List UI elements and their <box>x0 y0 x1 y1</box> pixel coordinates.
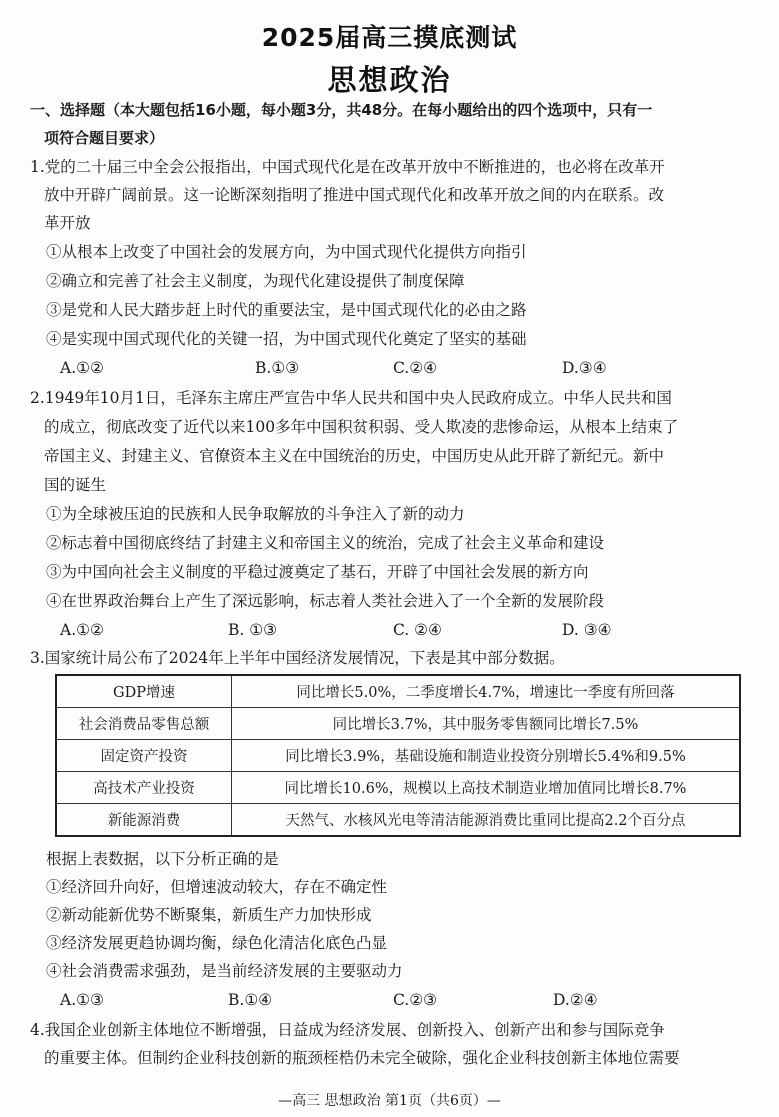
q3-item: ②新动能新优势不断聚集，新质生产力加快形成 <box>46 906 372 924</box>
q1-item: ③是党和人民大踏步赶上时代的重要法宝，是中国式现代化的必由之路 <box>46 301 527 319</box>
q3-item: ④社会消费需求强劲，是当前经济发展的主要驱动力 <box>46 962 403 980</box>
q3-option-b[interactable]: B.①④ <box>228 991 273 1009</box>
table-cell: 同比增长5.0%，二季度增长4.7%，增速比一季度有所回落 <box>232 675 741 708</box>
table-cell: 高技术产业投资 <box>56 772 232 804</box>
q2-stem-line: 2.1949年10月1日，毛泽东主席庄严宣告中华人民共和国中央人民政府成立。中华人民共和国 <box>30 389 672 407</box>
q2-stem-line: 国的诞生 <box>44 476 107 494</box>
q1-option-a[interactable]: A.①② <box>60 359 104 377</box>
table-cell: 同比增长3.7%，其中服务零售额同比增长7.5% <box>232 708 741 740</box>
q4-stem-line: 的重要主体。但制约企业科技创新的瓶颈桎梏仍未完全破除，强化企业科技创新主体地位需要 <box>44 1049 680 1067</box>
q3-option-d[interactable]: D.②④ <box>553 991 598 1009</box>
q2-item: ②标志着中国彻底终结了封建主义和帝国主义的统治，完成了社会主义革命和建设 <box>46 534 605 552</box>
economic-data-table <box>55 674 741 837</box>
table-cell: 固定资产投资 <box>56 740 232 772</box>
q3-item: ③经济发展更趋协调均衡，绿色化清洁化底色凸显 <box>46 934 388 952</box>
q3-option-a[interactable]: A.①③ <box>60 991 104 1009</box>
q1-stem-line: 放中开辟广阔前景。这一论断深刻指明了推进中国式现代化和改革开放之间的内在联系。改 <box>44 186 665 204</box>
q2-stem-line: 的成立，彻底改变了近代以来100多年中国积贫积弱、受人欺凌的悲惨命运，从根本上结束了 <box>44 418 679 436</box>
table-cell: 新能源消费 <box>56 804 232 837</box>
table-row <box>56 804 740 837</box>
table-row <box>56 772 740 804</box>
q3-lead: 根据上表数据，以下分析正确的是 <box>46 850 279 868</box>
q2-item: ①为全球被压迫的民族和人民争取解放的斗争注入了新的动力 <box>46 505 465 523</box>
q1-item: ②确立和完善了社会主义制度，为现代化建设提供了制度保障 <box>46 272 465 290</box>
q3-item: ①经济回升向好，但增速波动较大，存在不确定性 <box>46 878 388 896</box>
q1-option-c[interactable]: C.②④ <box>393 359 438 377</box>
q2-option-c[interactable]: C. ②④ <box>393 621 442 639</box>
q3-option-c[interactable]: C.②③ <box>393 991 438 1009</box>
q1-option-d[interactable]: D.③④ <box>562 359 607 377</box>
table-row <box>56 675 740 708</box>
table-cell: GDP增速 <box>56 675 232 708</box>
q3-stem-line: 3.国家统计局公布了2024年上半年中国经济发展情况，下表是其中部分数据。 <box>30 649 565 667</box>
table-row <box>56 708 740 740</box>
q1-stem-line: 革开放 <box>44 214 91 232</box>
q2-option-d[interactable]: D. ③④ <box>562 621 612 639</box>
q1-item: ①从根本上改变了中国社会的发展方向，为中国式现代化提供方向指引 <box>46 243 527 261</box>
section-heading-cont: 项符合题目要求） <box>44 129 165 147</box>
q2-item: ④在世界政治舞台上产生了深远影响，标志着人类社会进入了一个全新的发展阶段 <box>46 592 605 610</box>
subject-title: 思想政治 <box>327 63 452 97</box>
table-cell: 同比增长3.9%，基础设施和制造业投资分别增长5.4%和9.5% <box>232 740 741 772</box>
table-row <box>56 740 740 772</box>
table-cell: 社会消费品零售总额 <box>56 708 232 740</box>
exam-title: 2025届高三摸底测试 <box>261 23 518 52</box>
table-cell: 天然气、水核风光电等清洁能源消费比重同比提高2.2个百分点 <box>232 804 741 837</box>
q1-option-b[interactable]: B.①③ <box>255 359 300 377</box>
table-cell: 同比增长10.6%，规模以上高技术制造业增加值同比增长8.7% <box>232 772 741 804</box>
q2-stem-line: 帝国主义、封建主义、官僚资本主义在中国统治的历史，中国历史从此开辟了新纪元。新中 <box>44 447 665 465</box>
q1-stem-line: 1.党的二十届三中全会公报指出，中国式现代化是在改革开放中不断推进的，也必将在改革开 <box>30 158 665 176</box>
page-footer: —高三 思想政治 第1页（共6页）— <box>278 1093 501 1109</box>
q1-item: ④是实现中国式现代化的关键一招，为中国式现代化奠定了坚实的基础 <box>46 330 527 348</box>
q2-option-b[interactable]: B. ①③ <box>228 621 278 639</box>
q2-item: ③为中国向社会主义制度的平稳过渡奠定了基石，开辟了中国社会发展的新方向 <box>46 563 589 581</box>
q2-option-a[interactable]: A.①② <box>60 621 104 639</box>
section-heading: 一、选择题（本大题包括16小题，每小题3分，共48分。在每小题给出的四个选项中，只有一 <box>30 101 653 119</box>
q4-stem-line: 4.我国企业创新主体地位不断增强，日益成为经济发展、创新投入、创新产出和参与国际竞争 <box>30 1021 665 1039</box>
